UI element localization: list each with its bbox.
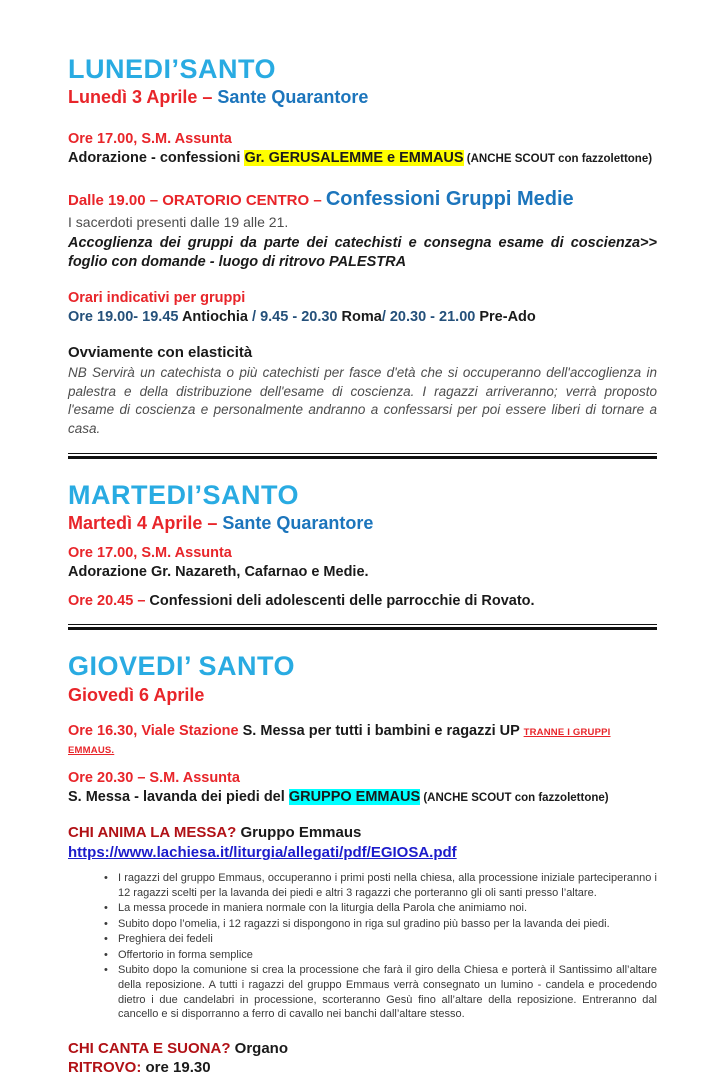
list-item: • Subito dopo la comunione si crea la processione che farà il giro della Chiesa e porterà il Santissimo all’altare della reposizione. A tutti i ragazzi del gruppo Emmaus verrà consegnato un lumino - candela e procedendo dietro i due candelabri in processione, scorteranno Gesù fino all’altare della reposizione. Entreranno dal cancello e si disporranno a ferro di cavallo nei banchi dall’altare stesso. — [104, 963, 657, 1021]
event-adoration-line: Adorazione Gr. Nazareth, Cafarnao e Medie. — [68, 563, 369, 580]
section-divider — [68, 624, 657, 630]
event-text: S. Messa - lavanda dei piedi del — [68, 789, 289, 806]
priests-note: I sacerdoti presenti dalle 19 alle 21. — [68, 213, 289, 230]
welcome-detail: Accoglienza dei gruppi da parte dei catechisti e consegna esame di coscienza>> foglio con domande - luogo di ritrovo PALESTRA — [68, 234, 657, 271]
section-title-monday: LUNEDI’SANTO — [68, 54, 277, 84]
list-item: • Offertorio in forma semplice — [104, 948, 657, 963]
section-subtitle-monday — [68, 87, 657, 108]
who-animates-value: Gruppo Emmaus — [240, 823, 362, 841]
list-item: • Subito dopo l’omelia, i 12 ragazzi si dispongono in riga sul gradino più basso per la lavanda dei piedi. — [104, 917, 657, 932]
event-time-2045: Ore 20.45 – — [68, 592, 150, 609]
event-time-2030: Ore 20.30 – S.M. Assunta — [68, 770, 240, 787]
subtitle-date: Lunedì 3 Aprile – — [68, 87, 218, 108]
meeting-label: RITROVO: — [68, 1059, 142, 1077]
schedule-heading: Orari indicativi per gruppi — [68, 289, 246, 306]
meeting-value: ore 19.30 — [145, 1059, 211, 1077]
section-holy-tuesday — [68, 481, 657, 631]
event-adoration-line — [68, 149, 657, 168]
event-text: S. Messa per tutti i bambini e ragazzi UP — [242, 722, 524, 739]
who-animates-label: CHI ANIMA LA MESSA? — [68, 823, 237, 841]
schedule-line — [68, 308, 657, 327]
list-item: • Preghiera dei fedeli — [104, 932, 657, 947]
event-time-1700: Ore 17.00, S.M. Assunta — [68, 544, 232, 561]
section-subtitle-tuesday — [68, 513, 657, 534]
section-holy-thursday — [68, 652, 657, 1077]
list-item: • La messa procede in maniera normale con la liturgia della Parola che animiamo noi. — [104, 901, 657, 916]
who-sings-label: CHI CANTA E SUONA? — [68, 1039, 231, 1057]
slot-1-group: Antiochia — [181, 308, 248, 325]
event-text: Adorazione - confessioni — [68, 150, 245, 166]
event-washing-line — [68, 788, 657, 807]
liturgy-link-line — [68, 844, 657, 862]
event-text: Confessioni deli adolescenti delle parrocchie di Rovato. — [149, 592, 535, 609]
scout-note: (ANCHE SCOUT con fazzolettone) — [420, 792, 609, 805]
subtitle-event: Sante Quarantore — [217, 87, 369, 108]
flexibility-heading: Ovviamente con elasticità — [68, 343, 253, 361]
slot-3-group: Pre-Ado — [479, 308, 536, 325]
who-sings-line — [68, 1039, 657, 1059]
slot-2-time: / 9.45 - 20.30 — [248, 308, 342, 325]
highlighted-groups: Gr. GERUSALEMME e EMMAUS — [244, 150, 464, 166]
nb-paragraph: NB Servirà un catechista o più catechisti per fasce d'età che si occuperanno dell'accoglienza in palestra e della distribuzione dell'esame di coscienza. I ragazzi arriveranno; verrà proposto l'esame di coscienza e personalmente andranno a confessarsi per poi essere liberi di tornare a casa. — [68, 365, 657, 437]
event-mass-1630-line — [68, 722, 657, 760]
mass-instructions-list — [104, 871, 657, 1021]
highlighted-group: GRUPPO EMMAUS — [288, 789, 421, 806]
subtitle-date: Martedì 4 Aprile – — [68, 512, 223, 533]
section-divider — [68, 453, 657, 459]
event-time-1700: Ore 17.00, S.M. Assunta — [68, 131, 232, 148]
event-time-location: Dalle 19.00 – ORATORIO CENTRO – — [68, 191, 326, 209]
section-subtitle-thursday: Giovedì 6 Aprile — [68, 684, 205, 705]
event-confessions-heading — [68, 188, 657, 211]
section-holy-monday — [68, 55, 657, 459]
subtitle-event: Sante Quarantore — [222, 512, 374, 533]
event-name: Confessioni Gruppi Medie — [325, 187, 574, 210]
who-sings-value: Organo — [234, 1039, 289, 1057]
section-title-tuesday: MARTEDI’SANTO — [68, 479, 300, 510]
liturgy-pdf-link[interactable]: https://www.lachiesa.it/liturgia/allegati/pdf/EGIOSA.pdf — [68, 844, 457, 862]
except-groups-note: TRANNE I GRUPPI EMMAUS. — [68, 726, 611, 757]
slot-2-group: Roma — [341, 308, 382, 325]
event-time-location: Ore 16.30, Viale Stazione — [68, 722, 243, 739]
event-confessions-line — [68, 592, 657, 611]
who-animates-line — [68, 823, 657, 843]
slot-3-time: / 20.30 - 21.00 — [381, 308, 480, 325]
scout-note: (ANCHE SCOUT con fazzolettone) — [463, 153, 653, 165]
meeting-line — [68, 1058, 657, 1078]
slot-1-time: Ore 19.00- 19.45 — [68, 308, 182, 325]
section-title-thursday: GIOVEDI’ SANTO — [68, 651, 296, 682]
list-item: • I ragazzi del gruppo Emmaus, occuperanno i primi posti nella chiesa, alla processione iniziale parteciperanno i 12 ragazzi scelti per la lavanda dei piedi e altri 3 ragazzi che porteranno gli oli santi presso l’altare. — [104, 871, 657, 900]
